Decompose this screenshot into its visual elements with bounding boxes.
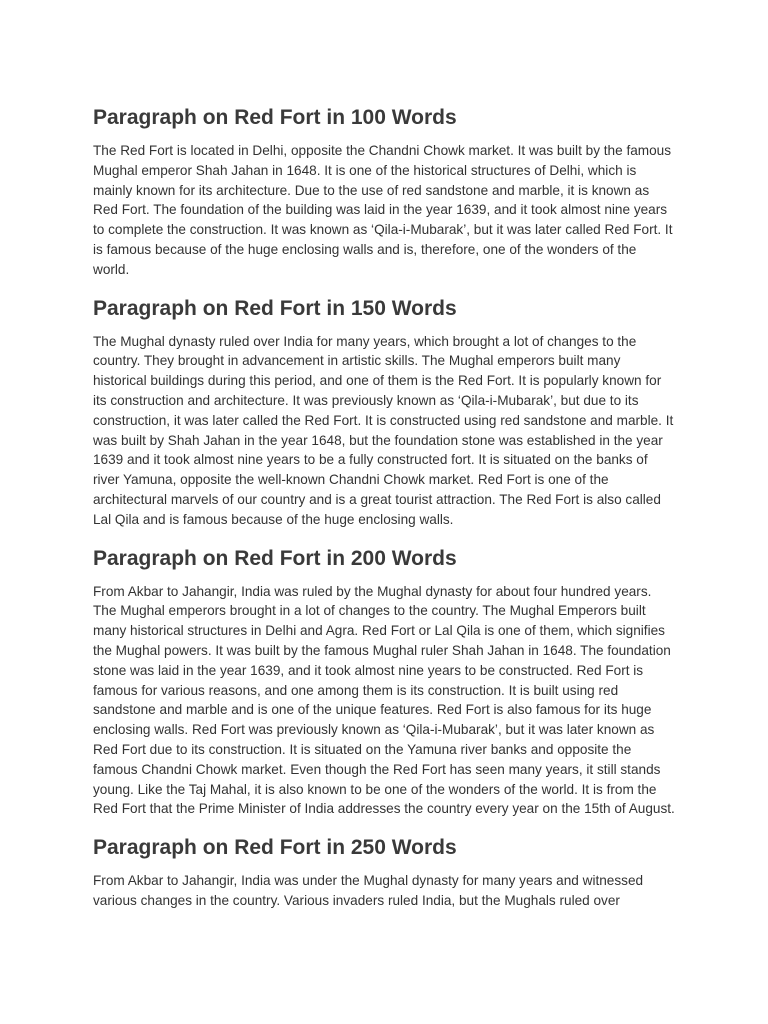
- section-heading: Paragraph on Red Fort in 200 Words: [93, 546, 457, 570]
- section-250-words: [93, 834, 675, 911]
- section-heading: Paragraph on Red Fort in 150 Words: [93, 296, 457, 320]
- section-paragraph: The Red Fort is located in Delhi, opposite the Chandni Chowk market. It was built by the famous Mughal emperor Shah Jahan in 1648. It is one of the historical structures of Delhi, which is mainly known for its architecture. Due to the use of red sandstone and marble, it is known as Red Fort. The foundation of the building was laid in the year 1639, and it took almost nine years to complete the construction. It was known as ‘Qila-i-Mubarak’, but it was later called Red Fort. It is famous because of the huge enclosing walls and is, therefore, one of the wonders of the world.: [93, 143, 673, 277]
- document-page: [93, 104, 675, 926]
- section-150-words: [93, 295, 675, 530]
- section-paragraph: From Akbar to Jahangir, India was under the Mughal dynasty for many years and witnessed various changes in the country. Various invaders ruled India, but the Mughals ruled over: [93, 873, 644, 908]
- section-heading: Paragraph on Red Fort in 250 Words: [93, 836, 457, 860]
- section-paragraph: From Akbar to Jahangir, India was ruled by the Mughal dynasty for about four hundred years. The Mughal emperors brought in a lot of changes to the country. The Mughal Emperors built many historical structures in Delhi and Agra. Red Fort or Lal Qila is one of them, which signifies the Mughal powers. It was built by the famous Mughal ruler Shah Jahan in 1648. The foundation stone was laid in the year 1639, and it took almost nine years to be constructed. Red Fort is famous for various reasons, and one among them is its construction. It is built using red sandstone and marble and is one of the unique features. Red Fort is also famous for its huge enclosing walls. Red Fort was previously known as ‘Qila-i-Mubarak’, but it was later known as Red Fort due to its construction. It is situated on the Yamuna river banks and opposite the famous Chandni Chowk market. Even though the Red Fort has seen many years, it still stands young. Like the Taj Mahal, it is also known to be one of the wonders of the world. It is from the Red Fort that the Prime Minister of India addresses the country every year on the 15th of August.: [93, 583, 675, 817]
- section-paragraph: The Mughal dynasty ruled over India for many years, which brought a lot of changes to the country. They brought in advancement in artistic skills. The Mughal emperors built many historical buildings during this period, and one of them is the Red Fort. It is popularly known for its construction and architecture. It was previously known as ‘Qila-i-Mubarak’, but due to its construction, it was later called the Red Fort. It is constructed using red sandstone and marble. It was built by Shah Jahan in the year 1648, but the foundation stone was established in the year 1639 and it took almost nine years to be a fully constructed fort. It is situated on the banks of river Yamuna, opposite the well-known Chandni Chowk market. Red Fort is one of the architectural marvels of our country and is a great tourist attraction. The Red Fort is also called Lal Qila and is famous because of the huge enclosing walls.: [93, 333, 674, 527]
- section-heading: Paragraph on Red Fort in 100 Words: [93, 106, 457, 129]
- section-200-words: [93, 545, 675, 820]
- section-100-words: [93, 104, 675, 280]
